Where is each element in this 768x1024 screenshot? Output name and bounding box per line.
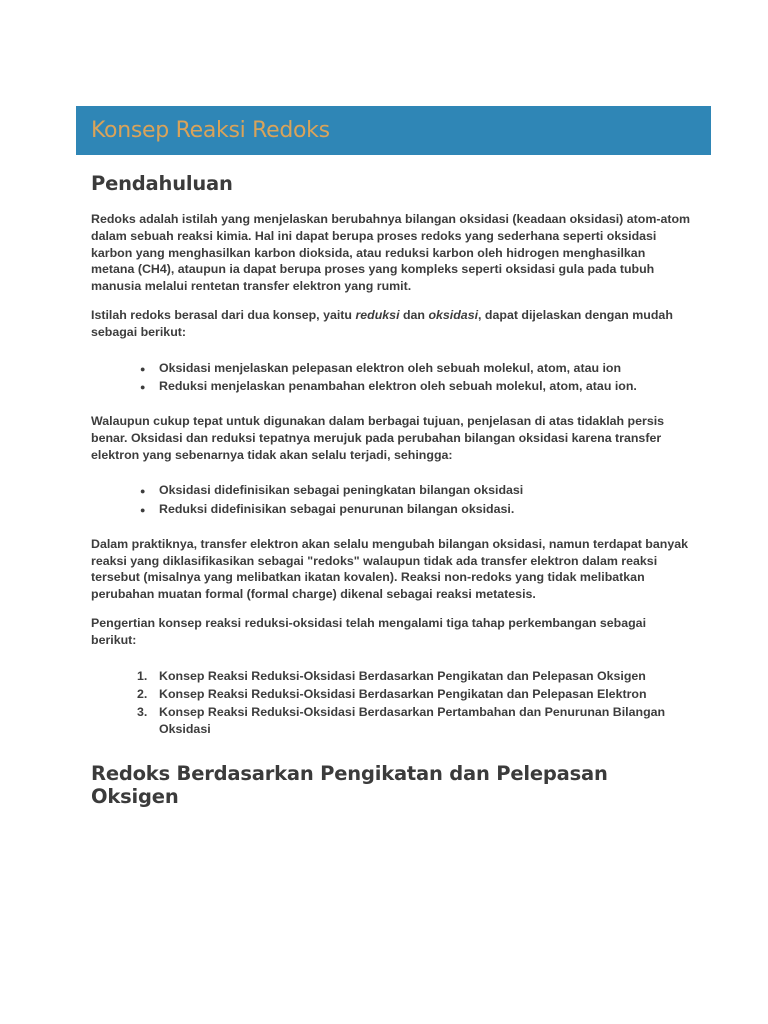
list-item-text: Oksidasi didefinisikan sebagai peningkatan bilangan oksidasi bbox=[159, 483, 524, 498]
title-banner bbox=[76, 106, 711, 155]
list-item bbox=[137, 360, 677, 377]
list-number: 3. bbox=[137, 704, 148, 719]
paragraph-definition: Redoks adalah istilah yang menjelaskan berubahnya bilangan oksidasi (keadaan oksidasi) atom-atom dalam sebuah reaksi kimia. Hal ini dapat berupa proses redoks yang sederhana seperti oksidasi karbon yang menghasilkan karbon dioksida, atau reduksi karbon oleh hidrogen menghasilkan metana (CH4), ataupun ia dapat berupa proses yang kompleks seperti oksidasi gula pada tubuh manusia melalui rentetan transfer elektron yang rumit. bbox=[91, 212, 691, 294]
bullet-icon: ● bbox=[140, 381, 146, 392]
list-item-text: Konsep Reaksi Reduksi-Oksidasi Berdasarkan Pengikatan dan Pelepasan Oksigen bbox=[159, 668, 646, 683]
bullet-icon: ● bbox=[140, 504, 146, 515]
paragraph-concepts-text: dan bbox=[399, 307, 429, 322]
page-title: Konsep Reaksi Redoks bbox=[91, 118, 330, 143]
list-item-text: Konsep Reaksi Reduksi-Oksidasi Berdasarkan Pengikatan dan Pelepasan Elektron bbox=[159, 686, 647, 701]
bullet-list-concepts bbox=[137, 360, 677, 395]
list-item-text: Reduksi menjelaskan penambahan elektron oleh sebuah molekul, atom, atau ion. bbox=[159, 378, 637, 393]
bullet-icon: ● bbox=[140, 363, 146, 374]
paragraph-concepts-text: , dapat dijelaskan dengan mudah sebagai berikut: bbox=[91, 307, 673, 339]
paragraph-clarification: Walaupun cukup tepat untuk digunakan dalam berbagai tujuan, penjelasan di atas tidaklah persis benar. Oksidasi dan reduksi tepatnya merujuk pada perubahan bilangan oksidasi karena transfer elektron yang sebenarnya tidak akan selalu terjadi, sehingga: bbox=[91, 413, 665, 462]
list-item bbox=[137, 378, 677, 395]
list-item-text: Konsep Reaksi Reduksi-Oksidasi Berdasarkan Pertambahan dan Penurunan Bilangan Oksidasi bbox=[159, 704, 666, 737]
article-body bbox=[91, 172, 691, 808]
list-item bbox=[137, 668, 677, 685]
list-number: 1. bbox=[137, 668, 148, 683]
list-item bbox=[137, 482, 677, 499]
list-item bbox=[137, 704, 677, 738]
list-item-text: Reduksi didefinisikan sebagai penurunan bilangan oksidasi. bbox=[159, 501, 515, 516]
term-oksidasi: oksidasi bbox=[428, 307, 479, 322]
numbered-list-stages bbox=[137, 668, 677, 739]
list-number: 2. bbox=[137, 686, 148, 701]
section-heading-pendahuluan: Pendahuluan bbox=[91, 172, 233, 195]
term-reduksi: reduksi bbox=[355, 307, 400, 322]
list-item-text: Oksidasi menjelaskan pelepasan elektron oleh sebuah molekul, atom, atau ion bbox=[159, 360, 622, 375]
paragraph-stages: Pengertian konsep reaksi reduksi-oksidasi telah mengalami tiga tahap perkembangan sebagai berikut: bbox=[91, 615, 647, 647]
bullet-icon: ● bbox=[140, 486, 146, 497]
paragraph-practice: Dalam praktiknya, transfer elektron akan selalu mengubah bilangan oksidasi, namun terdapat banyak reaksi yang diklasifikasikan sebagai "redoks" walaupun tidak ada transfer elektron dalam reaksi tersebut (misalnya yang melibatkan ikatan kovalen). Reaksi non-redoks yang tidak melibatkan perubahan muatan formal (formal charge) dikenal sebagai reaksi metatesis. bbox=[91, 536, 689, 602]
list-item bbox=[137, 501, 677, 518]
paragraph-concepts-text: Istilah redoks berasal dari dua konsep, yaitu bbox=[91, 307, 356, 322]
section-heading-oksigen: Redoks Berdasarkan Pengikatan dan Pelepasan Oksigen bbox=[91, 762, 608, 809]
list-item bbox=[137, 686, 677, 703]
bullet-list-definitions bbox=[137, 482, 677, 517]
paragraph-concepts bbox=[91, 307, 691, 341]
